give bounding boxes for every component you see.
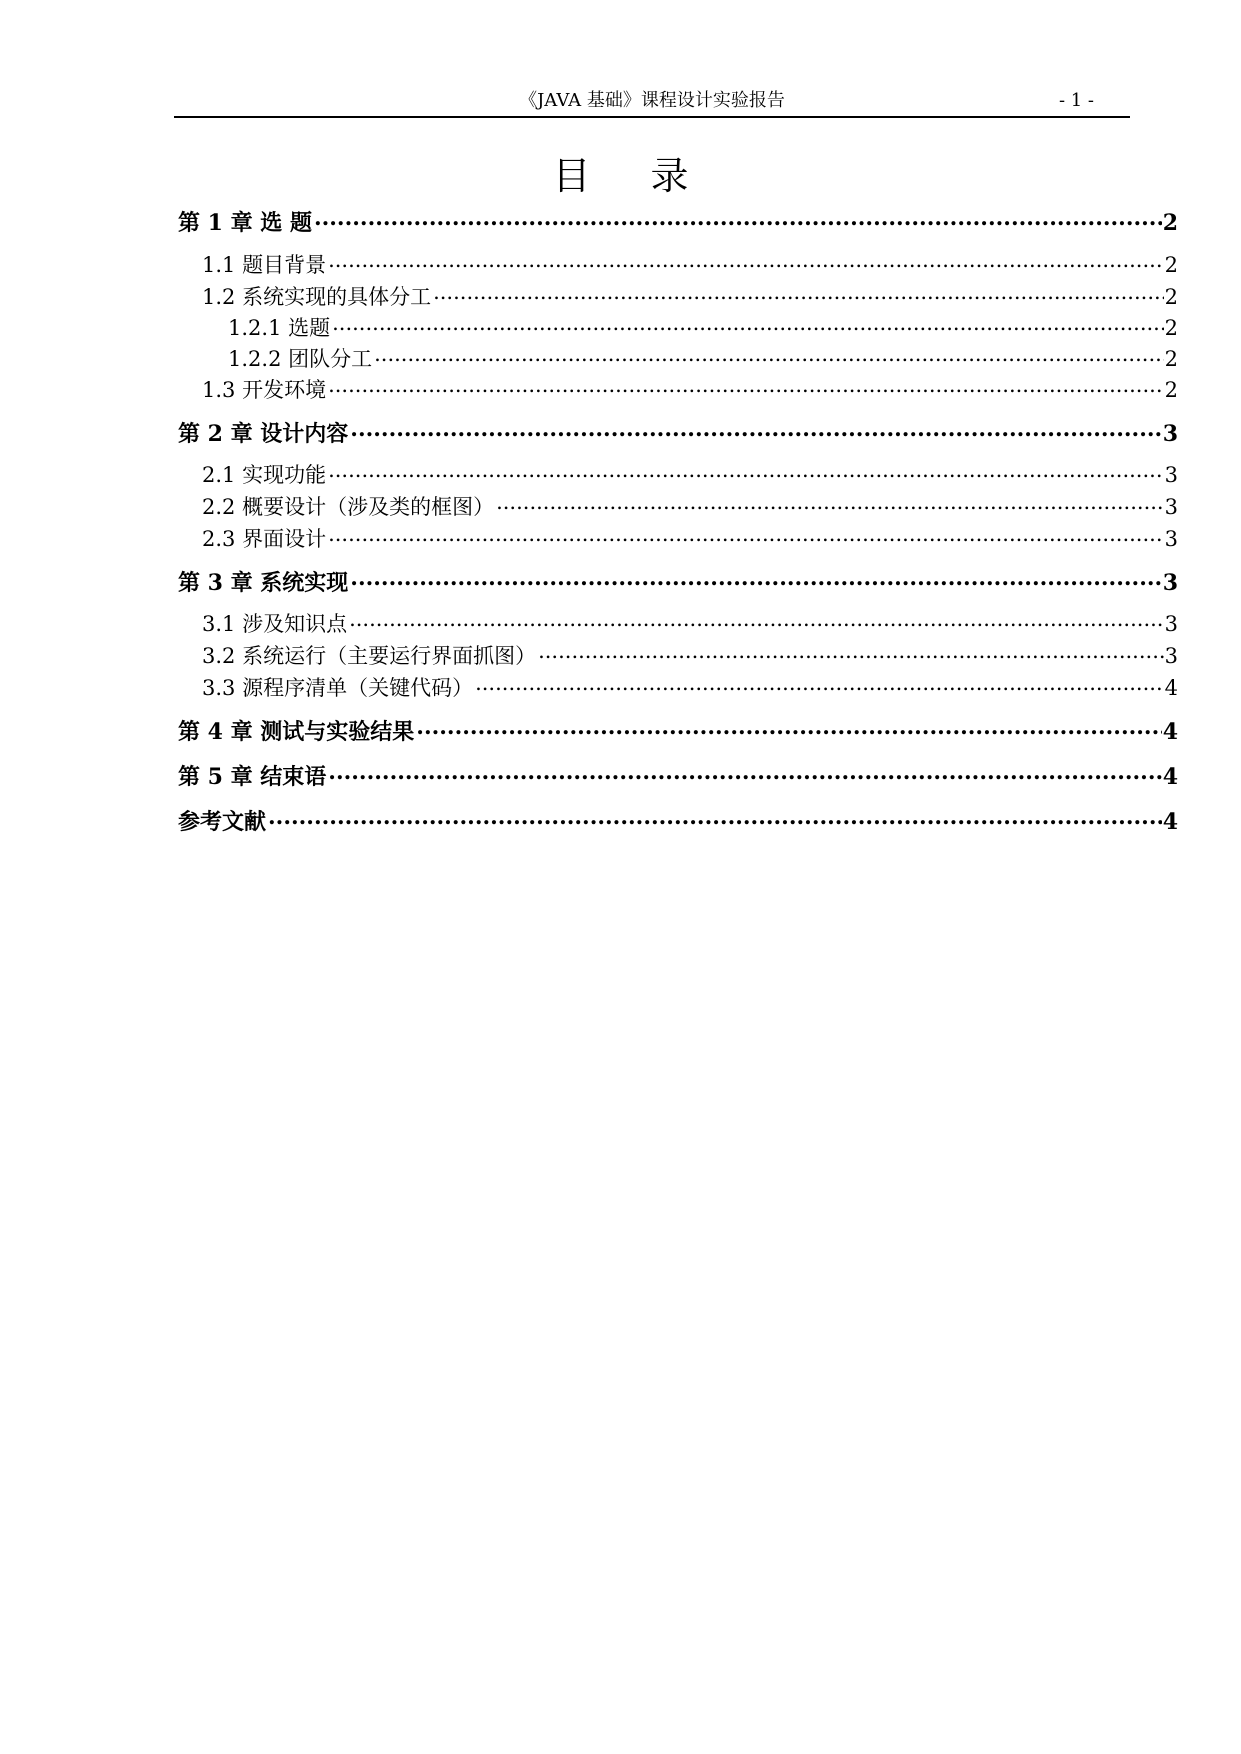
toc-entry-label: 3.2 系统运行（主要运行界面抓图） — [202, 644, 537, 668]
toc-entry-page: 2 — [1164, 253, 1178, 277]
toc-entry-label: 3.1 涉及知识点 — [202, 612, 348, 636]
toc-entry-1-2-2[interactable] — [178, 345, 1178, 373]
toc-entry-1-2[interactable] — [178, 283, 1178, 311]
toc-entry-page: 3 — [1164, 644, 1178, 668]
toc-entry-label: 2.3 界面设计 — [202, 527, 327, 551]
toc-entry-label: 第 2 章 设计内容 — [178, 421, 349, 447]
toc-entry-references[interactable] — [178, 807, 1178, 836]
toc-entry-3-2[interactable] — [178, 642, 1178, 670]
header-title: 《JAVA 基础》课程设计实验报告 — [519, 90, 785, 111]
toc-entry-2-1[interactable] — [178, 461, 1178, 489]
toc-entry-label: 参考文献 — [178, 809, 267, 835]
toc-entry-page: 2 — [1164, 316, 1178, 340]
toc-dot-leader — [496, 493, 1164, 514]
toc-dot-leader — [416, 717, 1161, 739]
toc-entry-label: 1.3 开发环境 — [202, 378, 327, 402]
toc-entry-label: 第 5 章 结束语 — [178, 764, 327, 790]
toc-entry-page: 3 — [1162, 421, 1178, 447]
toc-dot-leader — [314, 208, 1162, 230]
toc-entry-3-1[interactable] — [178, 610, 1178, 638]
toc-entry-chapter-3[interactable] — [178, 568, 1178, 597]
toc-entry-page: 4 — [1162, 764, 1178, 790]
toc-dot-leader — [350, 419, 1161, 441]
toc-entry-page: 2 — [1164, 378, 1178, 402]
toc-dot-leader — [328, 251, 1164, 272]
toc-entry-label: 3.3 源程序清单（关键代码） — [202, 676, 474, 700]
toc-dot-leader — [328, 376, 1164, 397]
toc-entry-chapter-1[interactable] — [178, 208, 1178, 237]
toc-entry-label: 1.1 题目背景 — [202, 253, 327, 277]
toc-dot-leader — [538, 642, 1164, 663]
toc-dot-leader — [328, 461, 1164, 482]
toc-entry-1-2-1[interactable] — [178, 314, 1178, 342]
toc-entry-label: 1.2.1 选题 — [228, 316, 331, 340]
toc-entry-chapter-2[interactable] — [178, 419, 1178, 448]
toc-entry-label: 2.2 概要设计（涉及类的框图） — [202, 495, 495, 519]
toc-entry-page: 2 — [1164, 285, 1178, 309]
toc-entry-label: 1.2.2 团队分工 — [228, 347, 373, 371]
toc-entry-label: 1.2 系统实现的具体分工 — [202, 285, 432, 309]
toc-dot-leader — [328, 762, 1161, 784]
toc-dot-leader — [328, 525, 1164, 546]
toc-title: 目录 — [552, 154, 749, 198]
toc-entry-label: 2.1 实现功能 — [202, 463, 327, 487]
toc-dot-leader — [475, 674, 1164, 695]
toc-entry-page: 3 — [1162, 570, 1178, 596]
toc-entry-label: 第 4 章 测试与实验结果 — [178, 719, 415, 745]
toc-entry-page: 3 — [1164, 495, 1178, 519]
toc-dot-leader — [268, 807, 1162, 829]
toc-entry-page: 2 — [1164, 347, 1178, 371]
toc-entry-page: 2 — [1162, 210, 1178, 236]
toc-entry-page: 4 — [1162, 719, 1178, 745]
toc-entry-label: 第 3 章 系统实现 — [178, 570, 349, 596]
toc-entry-page: 3 — [1164, 527, 1178, 551]
toc-entry-1-3[interactable] — [178, 376, 1178, 404]
toc-dot-leader — [349, 610, 1164, 631]
toc-entry-page: 4 — [1162, 809, 1178, 835]
toc-entry-label: 第 1 章 选 题 — [178, 210, 312, 236]
toc-dot-leader — [350, 568, 1161, 590]
page-header — [174, 86, 1130, 118]
toc-dot-leader — [332, 314, 1164, 335]
toc-dot-leader — [433, 283, 1164, 304]
toc-entry-3-3[interactable] — [178, 674, 1178, 702]
toc-entry-page: 3 — [1164, 612, 1178, 636]
toc-dot-leader — [374, 345, 1164, 366]
toc-entry-2-2[interactable] — [178, 493, 1178, 521]
toc-entry-page: 3 — [1164, 463, 1178, 487]
toc-entry-2-3[interactable] — [178, 525, 1178, 553]
header-page-number: - 1 - — [1058, 90, 1094, 111]
toc-entry-chapter-5[interactable] — [178, 762, 1178, 791]
toc-entry-1-1[interactable] — [178, 251, 1178, 279]
toc-entry-chapter-4[interactable] — [178, 717, 1178, 746]
toc-entry-page: 4 — [1164, 676, 1178, 700]
